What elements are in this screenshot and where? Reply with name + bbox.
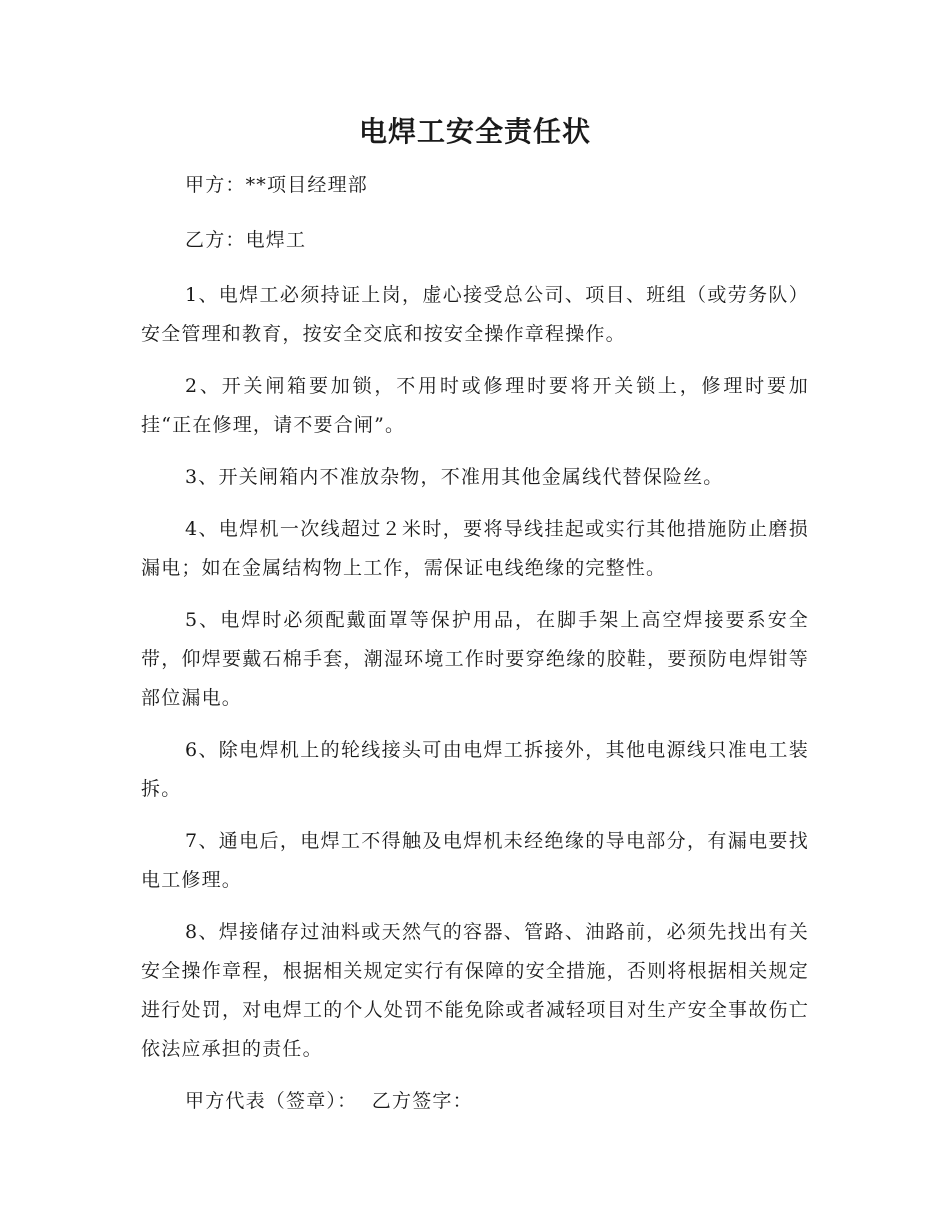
clause-2: 2、开关闸箱要加锁，不用时或修理时要将开关锁上，修理时要加挂“正在修理，请不要合闸”。: [141, 375, 809, 436]
document-body: [141, 166, 809, 1121]
party-a-signature-label: 甲方代表（签章）：: [185, 1090, 358, 1112]
signature-line: [141, 1082, 809, 1121]
clause-3: 3、开关闸箱内不准放杂物，不准用其他金属线代替保险丝。: [185, 466, 724, 488]
party-b-line: 乙方：电焊工: [185, 229, 307, 251]
clause-6: 6、除电焊机上的轮线接头可由电焊工拆接外，其他电源线只准电工装拆。: [141, 739, 809, 800]
party-b-signature-label: 乙方签字：: [371, 1090, 473, 1112]
clause-4: 4、电焊机一次线超过２米时，要将导线挂起或实行其他措施防止磨损漏电；如在金属结构物上工作，需保证电线绝缘的完整性。: [141, 518, 809, 579]
clause-8: 8、焊接储存过油料或天然气的容器、管路、油路前，必须先找出有关安全操作章程，根据相关规定实行有保障的安全措施，否则将根据相关规定进行处罚，对电焊工的个人处罚不能免除或者减轻项目对生产安全事故伤亡依法应承担的责任。: [141, 921, 809, 1060]
document-title: 电焊工安全责任状: [358, 115, 591, 148]
party-a-line: 甲方：**项目经理部: [185, 174, 369, 196]
clause-5: 5、电焊时必须配戴面罩等保护用品，在脚手架上高空焊接要系安全带，仰焊要戴石棉手套，潮湿环境工作时要穿绝缘的胶鞋，要预防电焊钳等部位漏电。: [141, 609, 809, 709]
clause-7: 7、通电后，电焊工不得触及电焊机未经绝缘的导电部分，有漏电要找电工修理。: [141, 830, 809, 891]
clause-1: 1、电焊工必须持证上岗，虚心接受总公司、项目、班组（或劳务队）安全管理和教育，按安全交底和按安全操作章程操作。: [141, 284, 809, 345]
signature-gap: [357, 1090, 371, 1112]
